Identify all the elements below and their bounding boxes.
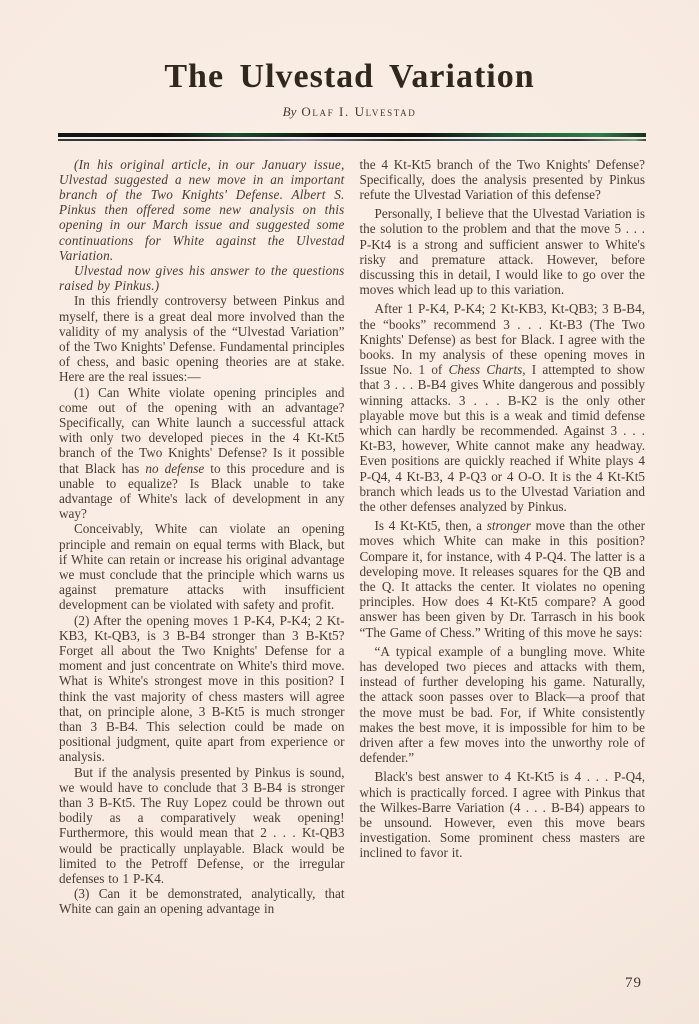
article-body xyxy=(0,141,699,917)
text-run: to this procedure and is unable to equalize? Is Black unable to take advantage of White's lack of development in any way? xyxy=(59,460,345,522)
text-run: In this friendly controversy between Pinkus and myself, there is a great deal more involved than the validity of my analysis of the “Ulvestad Variation” of the Two Knights' Defense. Fundamental principles of chess, and basic opening theories are at stake. Here are the real issues:— xyxy=(59,293,345,385)
byline xyxy=(0,104,699,120)
text-run: Black's best answer to 4 Kt-Kt5 is 4 . . . P-Q4, which is practically forced. I agree with Pinkus that the Wilkes-Barre Variation (4 . . . B-B4) appears to be unsound. However, even this move bears investigation. Some prominent chess masters are inclined to favor it. xyxy=(359,769,645,861)
text-run: the 4 Kt-Kt5 branch of the Two Knights' Defense? Specifically, does the analysis presented by Pinkus refute the Ulvestad Variation of this defense? xyxy=(359,156,645,202)
text-run: (3) Can it be demonstrated, analytically, that White can gain an opening advantage in xyxy=(59,886,345,917)
article-paragraph xyxy=(59,886,345,916)
masthead xyxy=(0,0,699,141)
article-paragraph xyxy=(59,263,345,293)
page-number: 79 xyxy=(625,975,642,991)
text-run: Chess Charts, xyxy=(448,362,526,378)
text-run: “A typical example of a bungling move. White has developed two pieces and attacks with them, instead of further developing his game. Naturally, the attack soon passes over to Black—a proof that the move must be bad. For, if White consistently makes the best move, it is impossible for him to be driven after a few moves into the unworthy role of defender.” xyxy=(359,643,645,766)
text-run: (In his original article, in our January issue, Ulvestad suggested a new move in an important branch of the Two Knights' Defense. Albert S. Pinkus then offered some new analysis on this opening in our March issue and suggested some continuations for White against the Ulvestad Variation. xyxy=(59,156,345,263)
byline-prefix: By xyxy=(282,104,297,119)
text-run: (2) After the opening moves 1 P-K4, P-K4; 2 Kt-KB3, Kt-QB3, is 3 B-B4 stronger than 3 B-Kt5? Forget all about the Two Knights' Defense for a moment and just concentrate on White's third move. What is White's strongest move in this position? I think the vast majority of chess masters will agree that, on principle alone, 3 B-Kt5 is much stronger than 3 B-B4. This selection could be made on positional judgment, quite apart from experience or analysis. xyxy=(59,612,345,765)
article-paragraph xyxy=(59,521,345,612)
article-paragraph xyxy=(59,293,345,384)
text-run: stronger xyxy=(486,518,531,534)
text-run: After 1 P-K4, P-K4; 2 Kt-KB3, Kt-QB3; 3 B-B4, the “books” recommend 3 . . . Kt-B3 (The Two Knights' Defense) as best for Black. I agree with the books. In my analysis of these opening moves in Issue No. 1 of xyxy=(359,301,645,378)
rule-top-line xyxy=(58,133,646,137)
text-run: Personally, I believe that the Ulvestad Variation is the solution to the problem and that the move 5 . . . P-Kt4 is a strong and sufficient answer to White's risky and premature attack. However, before discussing this in detail, I would like to go over the moves which lead up to this variation. xyxy=(359,206,645,298)
decorative-double-rule xyxy=(58,133,646,141)
text-run: move than the other moves which White can make in this position? Compare it, for instance, with 4 P-Q4. The latter is a developing move. It releases squares for the QB and the Q. It attacks the center. It violates no opening principles. How does 4 Kt-Kt5 compare? A good answer has been given by Dr. Tarrasch in his book “The Game of Chess.” Writing of this move he says: xyxy=(359,518,645,640)
article-paragraph xyxy=(360,644,646,766)
article-paragraph xyxy=(360,206,646,297)
text-run: But if the analysis presented by Pinkus is sound, we would have to conclude that 3 B-B4 is stronger than 3 B-Kt5. The Ruy Lopez could be thrown out bodily as a comparatively weak opening! Furthermore, this would mean that 2 . . . Kt-QB3 would be practically unplayable. Black would be limited to the Petroff Defense, or the irregular defenses to 1 P-K4. xyxy=(59,764,345,887)
article-paragraph xyxy=(59,385,345,522)
article-paragraph xyxy=(360,518,646,640)
article-paragraph xyxy=(59,613,345,765)
text-run: Ulvestad now gives his answer to the questions raised by Pinkus.) xyxy=(59,262,345,294)
article-paragraph xyxy=(360,769,646,860)
text-run: (1) Can White violate opening principles and come out of the opening with an advantage? Specifically, can White launch a successful attack with only two developed pieces in the 4 Kt-Kt5 branch of the Two Knights' Defense? Is it possible that Black has xyxy=(59,384,345,476)
page-title: The Ulvestad Variation xyxy=(164,58,535,95)
article-paragraph xyxy=(59,157,345,263)
article-paragraph xyxy=(59,765,345,887)
text-run: Is 4 Kt-Kt5, then, a xyxy=(374,518,487,534)
left-column xyxy=(59,157,345,917)
right-column xyxy=(360,157,646,917)
text-run: Conceivably, White can violate an opening principle and remain on equal terms with Black, but if White can retain or increase his original advantage we must conclude that the principle which warns us against premature attacks with insufficient development can be violated with safety and profit. xyxy=(59,521,345,613)
text-run: I attempted to show that 3 . . . B-B4 gives White dangerous and possibly winning attacks. 3 . . . B-K2 is the only other playable move but this is a weak and timid defense which can hardly be recommended. Against 3 . . . Kt-B3, however, White cannot make any headway. Even positions are quickly reached if White plays 4 P-Q4, 4 Kt-B3, 4 P-Q3 or 4 O-O. It is the 4 Kt-Kt5 branch which leads us to the Ulvestad Variation and the other defenses analyzed by Pinkus. xyxy=(359,362,646,514)
byline-author-name: Olaf I. Ulvestad xyxy=(301,104,417,119)
text-run: no defense xyxy=(145,460,205,476)
article-paragraph xyxy=(360,301,646,514)
article-paragraph xyxy=(360,157,646,203)
